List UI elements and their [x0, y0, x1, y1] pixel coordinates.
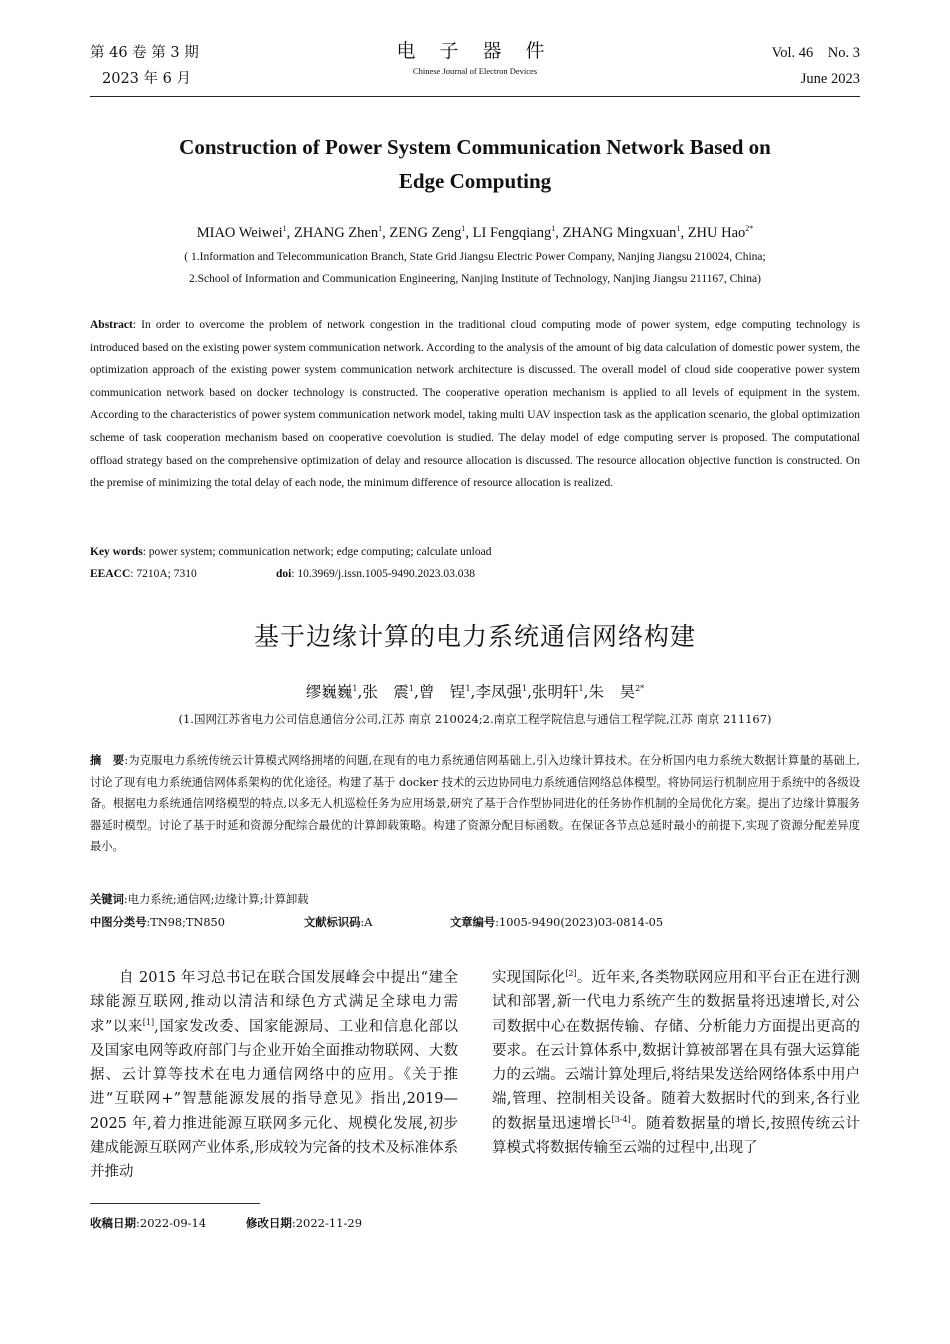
chinese-keywords: [90, 889, 860, 911]
abstract-text: : In order to overcome the problem of network congestion in the traditional cloud computing mode of power system, edge computing technology is introduced based on the existing power system communication network. According to the analysis of the amount of big data calculation of domestic power system, the optimization approach of the existing power system communication network architecture is discussed. The overall model of cloud side cooperative power system communication network based on docker technology is constructed. The cooperative operation mechanism is applied to all levels of equipment in the system. According to the characteristics of power system communication network model, taking multi UAV inspection task as the application scenario, the global optimization scheme of task cooperation mechanism based on cooperative coevolution is studied. The delay model of edge computing server is proposed. The computational offload strategy based on the comprehensive optimization of delay and resource allocation is discussed. The resource allocation objective function is constructed. On the premise of minimizing the total delay of each node, the minimum difference of resource allocation is realized.: [90, 319, 860, 490]
doi-label: doi: [276, 568, 292, 580]
citation: [2]: [565, 969, 577, 978]
author: 张明轩$^1$: [532, 683, 584, 701]
chinese-title: 基于边缘计算的电力系统通信网络构建: [253, 622, 696, 651]
english-title-line2: Edge Computing: [398, 169, 552, 193]
chinese-affiliations: (1.国网江苏省电力公司信息通信分公司,江苏 南京 210024;2.南京工程学院信息与通信工程学院,江苏 南京 211167): [178, 712, 772, 726]
citation: [3-4]: [611, 1114, 631, 1124]
author: 李凤强$^1$: [475, 683, 528, 701]
volume-cn: 第 46 卷 第 3 期: [90, 45, 199, 61]
cn-abstract-text: :为克服电力系统传统云计算模式网络拥堵的问题,在现有的电力系统通信网基础上,引入边缘计算技术。在分析国内电力系统大数据计算量的基础上,讨论了现有电力系统通信网体系架构的优化途径。构建了基于 docker 技术的云边协同电力系统通信网络总体模型。将协同运行机制应用于系统中的各级设备。根据电力系统通信网络模型的特点,以多无人机巡检任务为应用场景,研究了基于合作型协同进化的任务协作机制的全局优化方案。提出了边缘计算服务器延时模型。讨论了基于时延和资源分配综合最优的计算卸载策略。构建了资源分配目标函数。在保证各节点总延时最小的前提下,实现了资源分配差异度最小。: [90, 754, 860, 854]
body-paragraph: 自 2015 年习总书记在联合国发展峰会中提出“建全球能源互联网,推动以清洁和绿色方式满足全球电力需求”以来[1],国家发改委、国家能源局、工业和信息化部以及国家电网等政府部门与企业开始全面推动物联网、大数据、云计算等技术在电力通信网络中的应用。《关于推进“互联网+”智慧能源发展的指导意见》指出,2019—2025 年,着力推进能源互联网多元化、规模化发展,初步建成能源互联网产业体系,形成较为完备的技术及标准体系并推动: [90, 970, 459, 1181]
author: ZHANG Mingxuan$^1$: [562, 224, 681, 241]
english-title-line1: Construction of Power System Communication Network Based on: [179, 135, 771, 159]
abstract-label: Abstract: [90, 319, 133, 331]
header-center: [90, 38, 860, 78]
journal-name-en: Chinese Journal of Electron Devices: [412, 66, 538, 76]
english-affiliations: [90, 246, 860, 290]
chinese-authors: 缪巍巍$^1$,张 震$^1$,曾 锃$^1$,李凤强$^1$,张明轩$^1$,朱 昊$^{2*}$: [305, 683, 645, 701]
doi: [276, 563, 475, 585]
author: ZHANG Zhen$^1$: [293, 224, 383, 241]
received-date: :2022-09-14: [136, 1216, 207, 1230]
author: ZENG Zeng$^1$: [389, 224, 466, 241]
author: MIAO Weiwei$^1$: [196, 224, 287, 241]
author: 曾 锃$^1$: [418, 683, 471, 701]
date-cn: 2023 年 6 月: [102, 71, 191, 87]
keywords-text: : power system; communication network; edge computing; calculate unload: [142, 546, 492, 558]
author: LI Fengqiang$^1$: [472, 224, 556, 241]
class-label: 中图分类号: [90, 916, 147, 929]
cn-keywords-label: 关键词: [90, 893, 124, 906]
author: 缪巍巍$^1$: [305, 683, 358, 701]
affiliation-line-1: ( 1.Information and Telecommunication Branch, State Grid Jiangsu Electric Power Company, Nanjing Jiangsu 210024, China;: [184, 251, 766, 263]
document-code: 文献标识码:A: [304, 916, 373, 929]
footnote-divider: [90, 1203, 260, 1204]
english-keywords: [90, 541, 860, 563]
doi-text: : 10.3969/j.issn.1005-9490.2023.03.038: [291, 568, 476, 580]
running-header: [90, 38, 860, 97]
volume-en: Vol. 46 No. 3: [771, 45, 860, 61]
body-column-left: [90, 966, 458, 1185]
cn-keywords-text: :电力系统;通信网;边缘计算;计算卸载: [123, 893, 309, 906]
header-right: [772, 40, 860, 92]
author: ZHU Hao$^{2*}$: [687, 224, 754, 241]
eeacc-label: EEACC: [90, 568, 131, 580]
revised: 修改日期:2022-11-29: [245, 1216, 363, 1230]
citation: [1]: [142, 1017, 155, 1027]
eeacc-doi-line: [90, 563, 860, 585]
eeacc-text: : 7210A; 7310: [130, 568, 197, 580]
chinese-abstract: [90, 750, 860, 858]
footnote-dates: [90, 1214, 362, 1232]
author: 张 震$^1$: [362, 683, 414, 701]
english-abstract: [90, 314, 860, 495]
english-authors: MIAO Weiwei$^1$, ZHANG Zhen$^1$, ZENG Zeng$^1$, LI Fengqiang$^1$, ZHANG Mingxuan$^1$, ZHU Hao$^{2*}$: [196, 224, 754, 241]
classification-line: [90, 912, 860, 934]
received-label: 收稿日期: [90, 1216, 136, 1230]
cn-abstract-label: 摘 要: [90, 754, 125, 767]
class-text: :TN98;TN850: [146, 916, 225, 929]
body-column-right: [492, 966, 860, 1160]
author: 朱 昊$^{2*}$: [588, 683, 645, 701]
english-title: [120, 130, 830, 198]
journal-name-cn: 电 子 器 件: [396, 40, 554, 62]
body-paragraph: 实现国际化[2]。近年来,各类物联网应用和平台正在进行测试和部署,新一代电力系统产生的数据量将迅速增长,对公司数据中心在数据传输、存储、分析能力方面提出更高的要求。在云计算体系中,数据计算被部署在具有强大运算能力的云端。云端计算处理后,将结果发送给网络体系中用户端,管理、控制相关设备。随着大数据时代的到来,各行业的数据量迅速增长[3-4]。随着数据量的增长,按照传统云计算模式将数据传输至云端的过程中,出现了: [492, 969, 861, 1157]
affiliation-line-2: 2.School of Information and Communication Engineering, Nanjing Institute of Technology, Nanjing Jiangsu 211167, China): [189, 273, 761, 285]
keywords-label: Key words: [90, 546, 143, 558]
date-en: June 2023: [800, 71, 860, 87]
article-number: 文章编号:1005-9490(2023)03-0814-05: [450, 916, 664, 929]
